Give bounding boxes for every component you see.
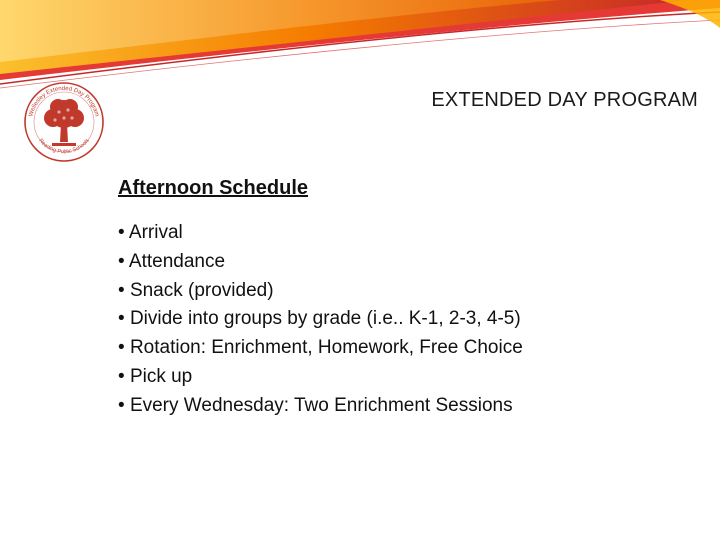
list-item [118,392,523,421]
list-item-text: Snack (provided) [129,279,274,301]
list-item [118,219,523,248]
list-item [118,305,523,334]
list-item-text: Pick up [129,365,193,387]
logo-top-text: Wellesley Extended Day Program [28,85,100,118]
bullet-icon: • [118,279,125,301]
header-swoosh-decoration [0,0,720,100]
bullet-icon: • [118,250,125,272]
logo-bottom-text: Reading Public Schools [37,137,91,156]
program-title: EXTENDED DAY PROGRAM [431,89,698,111]
list-item-text: Every Wednesday: Two Enrichment Sessions [129,394,513,416]
bullet-icon: • [118,222,125,243]
tree-logo-icon [22,80,106,164]
bullet-icon: • [118,365,125,387]
bullet-icon: • [118,337,125,359]
list-item-text: Attendance [128,250,226,272]
list-item [118,248,523,277]
bullet-icon: • [118,394,125,416]
schedule-list [118,219,523,421]
bullet-icon: • [118,308,125,330]
list-item [118,334,523,363]
list-item [118,277,523,306]
list-item-text: Rotation: Enrichment, Homework, Free Choice [129,337,523,359]
section-heading: Afternoon Schedule [118,177,309,199]
list-item-text: Arrival [128,222,183,243]
list-item [118,363,523,392]
list-item-text: Divide into groups by grade (i.e.. K-1, 2-3, 4-5) [129,308,521,330]
